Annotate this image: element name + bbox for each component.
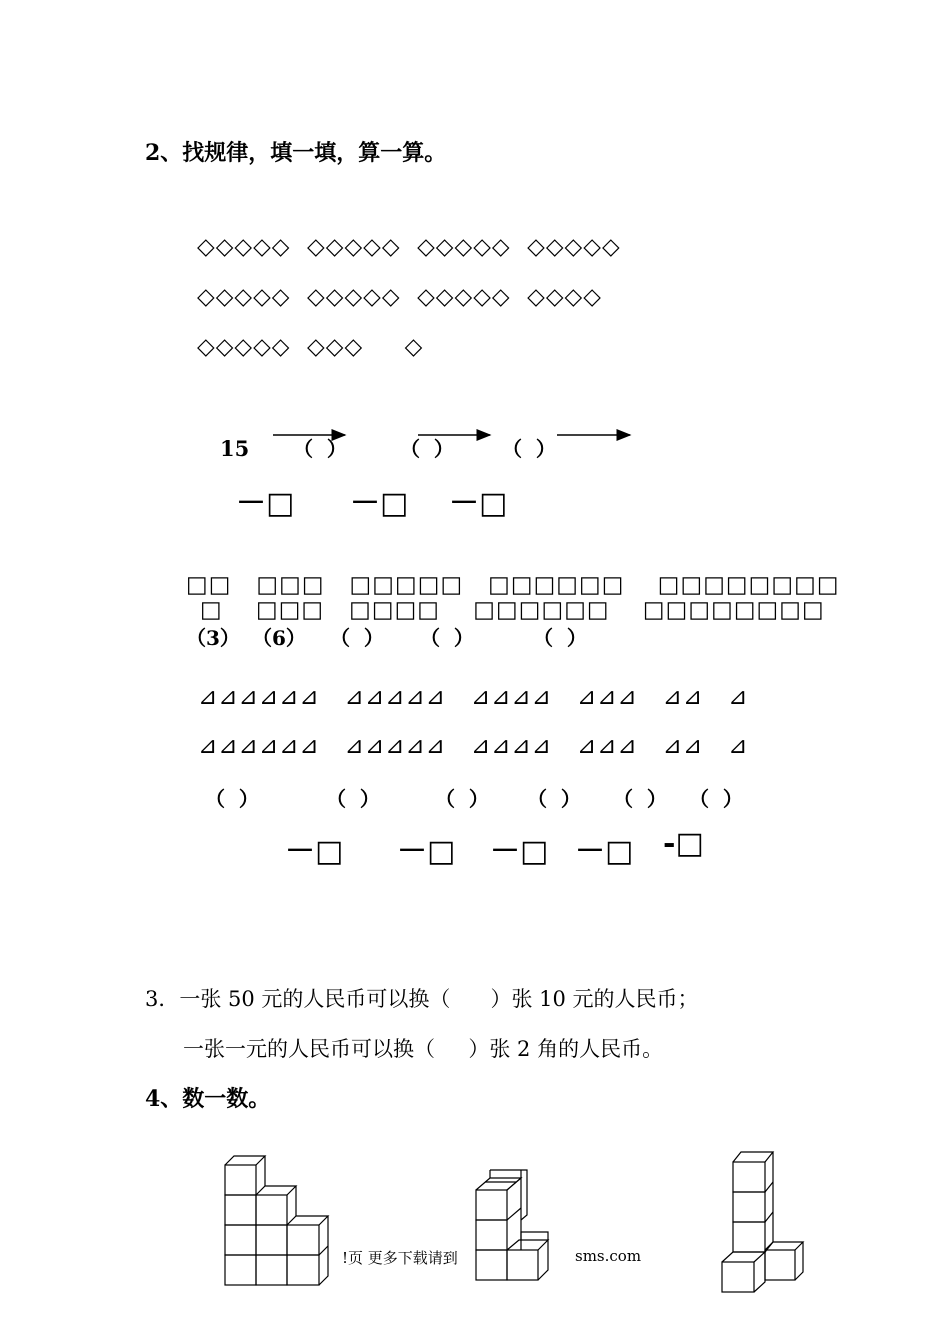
triangle-answer-5[interactable]: （ ） <box>613 787 667 811</box>
diamond-row-3: ◇◇◇◇◇ ◇◇◇ ◇ <box>197 334 424 360</box>
diamond-row-1: ◇◇◇◇◇ ◇◇◇◇◇ ◇◇◇◇◇ ◇◇◇◇◇ <box>197 234 621 260</box>
watermark-right: sms.com <box>575 1247 642 1265</box>
square-answer-5[interactable]: （ ） <box>533 626 587 650</box>
question-3-line-2: 一张一元的人民币可以换（ ）张 2 角的人民币。 <box>183 1037 664 1061</box>
minus-box-8[interactable]: -□ <box>663 826 704 861</box>
minus-box-6[interactable]: －□ <box>490 834 549 869</box>
minus-box-1[interactable]: －□ <box>236 486 295 521</box>
minus-box-2[interactable]: －□ <box>350 486 409 521</box>
chain-start-number: 15 <box>220 436 250 461</box>
minus-box-4[interactable]: －□ <box>285 834 344 869</box>
cube-figure-1 <box>225 1156 328 1285</box>
diamond-row-2: ◇◇◇◇◇ ◇◇◇◇◇ ◇◇◇◇◇ ◇◇◇◇ <box>197 284 602 310</box>
square-answer-2: （6） <box>252 626 306 650</box>
triangle-answer-6[interactable]: （ ） <box>689 787 743 811</box>
minus-box-7[interactable]: －□ <box>575 834 634 869</box>
question-3-line-1: 3．一张 50 元的人民币可以换（ ）张 10 元的人民币； <box>145 987 699 1011</box>
cube-figure-2 <box>476 1170 548 1280</box>
square-row-1: □□ □□□ □□□□□ □□□□□□ □□□□□□□□ <box>186 572 840 598</box>
question-4-title: 4、数一数。 <box>145 1086 271 1112</box>
square-answer-4[interactable]: （ ） <box>420 626 474 650</box>
square-answer-3[interactable]: （ ） <box>330 626 384 650</box>
triangle-answer-3[interactable]: （ ） <box>435 787 489 811</box>
watermark-left: !页 更多下载请到 <box>342 1249 458 1267</box>
minus-box-3[interactable]: －□ <box>449 486 508 521</box>
triangle-answer-4[interactable]: （ ） <box>527 787 581 811</box>
square-row-2: □ □□□ □□□□ □□□□□□ □□□□□□□□ <box>200 597 825 623</box>
chain-blank-1[interactable]: （ ） <box>293 437 347 461</box>
question-2-title: 2、找规律，填一填，算一算。 <box>145 140 447 166</box>
triangle-answer-1[interactable]: （ ） <box>205 787 259 811</box>
cube-figure-3 <box>722 1152 803 1292</box>
square-answer-1: （3） <box>186 626 240 650</box>
triangle-row-1: ⊿⊿⊿⊿⊿⊿ ⊿⊿⊿⊿⊿ ⊿⊿⊿⊿ ⊿⊿⊿ ⊿⊿ ⊿ <box>198 684 749 710</box>
minus-box-5[interactable]: －□ <box>397 834 456 869</box>
chain-blank-2[interactable]: （ ） <box>400 437 454 461</box>
triangle-answer-2[interactable]: （ ） <box>326 787 380 811</box>
triangle-row-2: ⊿⊿⊿⊿⊿⊿ ⊿⊿⊿⊿⊿ ⊿⊿⊿⊿ ⊿⊿⊿ ⊿⊿ ⊿ <box>198 733 749 759</box>
chain-blank-3[interactable]: （ ） <box>502 437 556 461</box>
